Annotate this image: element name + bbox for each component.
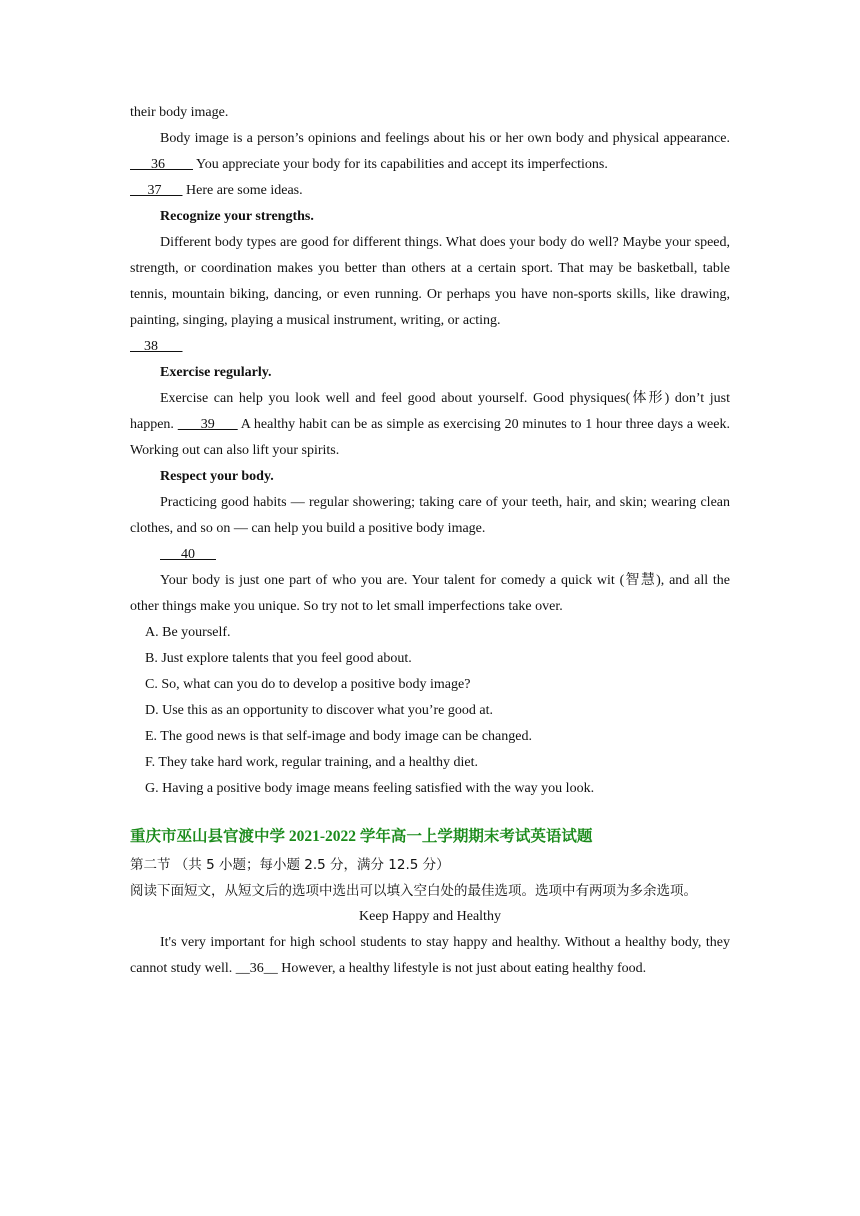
blank-36[interactable]: 36 <box>130 157 193 172</box>
options-list <box>130 620 730 802</box>
heading-respect-body: Respect your body. <box>160 469 274 484</box>
exam-title: 重庆市巫山县官渡中学 2021-2022 学年高一上学期期末考试英语试题 <box>130 828 593 845</box>
paragraph-blank-40 <box>130 542 730 568</box>
option-c[interactable]: C. So, what can you do to develop a positive body image? <box>145 677 471 692</box>
paragraph-ideas <box>130 178 730 204</box>
blank-37[interactable]: 37 <box>130 183 183 198</box>
blank-36-part2[interactable]: __36__ <box>235 961 278 976</box>
instructions: 阅读下面短文，从短文后的选项中选出可以填入空白处的最佳选项。选项中有两项为多余选项。 <box>130 883 697 899</box>
document-page <box>130 100 730 982</box>
heading-recognize-strengths: Recognize your strengths. <box>160 209 314 224</box>
para-text: You appreciate your body for its capabilities and accept its imperfections. <box>195 157 608 172</box>
para-text: Body image is a person’s opinions and feelings about his or her own body and physical appearance. <box>160 131 730 146</box>
paragraph-exercise <box>130 386 730 464</box>
option-b[interactable]: B. Just explore talents that you feel good about. <box>145 651 412 666</box>
para-text: However, a healthy lifestyle is not just about eating healthy food. <box>281 961 647 976</box>
option-a[interactable]: A. Be yourself. <box>145 625 231 640</box>
paragraph-unique: Your body is just one part of who you are. Your talent for comedy a quick wit (智慧), and all the other things make you unique. So try not to let small imperfections take over. <box>130 573 730 614</box>
blank-39[interactable]: 39 <box>177 417 238 432</box>
para-text: A healthy habit can be as simple as exercising 20 minutes to 1 hour three days a week. Working out can also lift your spirits. <box>130 417 730 458</box>
paragraph-body-image-definition <box>130 126 730 178</box>
paragraph-keep-happy <box>130 930 730 982</box>
passage-title: Keep Happy and Healthy <box>359 909 501 924</box>
para-text: Exercise can help you look well and feel good about yourself. Good physiques(体形) don’t just happen. <box>130 391 730 432</box>
option-d[interactable]: D. Use this as an opportunity to discover what you’re good at. <box>145 703 493 718</box>
blank-40[interactable]: 40 <box>160 547 216 562</box>
option-g[interactable]: G. Having a positive body image means feeling satisfied with the way you look. <box>145 781 595 796</box>
paragraph-respect: Practicing good habits — regular showering; taking care of your teeth, hair, and skin; wearing clean clothes, and so on — can help you build a positive body image. <box>130 495 730 536</box>
blank-38[interactable]: 38 <box>130 339 183 354</box>
para-text: Here are some ideas. <box>186 183 303 198</box>
option-f[interactable]: F. They take hard work, regular training, and a healthy diet. <box>145 755 478 770</box>
heading-exercise-regularly: Exercise regularly. <box>160 365 272 380</box>
section-header: 第二节 （共 5 小题；每小题 2.5 分，满分 12.5 分） <box>130 857 450 873</box>
para-text: It's very important for high school students to stay happy and healthy. Without a healthy body, they cannot study well. <box>130 935 730 976</box>
intro-tail: their body image. <box>130 105 229 120</box>
option-e[interactable]: E. The good news is that self-image and body image can be changed. <box>145 729 532 744</box>
paragraph-strengths: Different body types are good for different things. What does your body do well? Maybe your speed, strength, or coordination makes you better than others at a certain sport. That may be basketball, table tennis, mountain biking, dancing, or even running. Or perhaps you have non-sports skills, like drawing, painting, singing, playing a musical instrument, writing, or acting. <box>130 235 730 328</box>
paragraph-blank-38 <box>130 334 730 360</box>
